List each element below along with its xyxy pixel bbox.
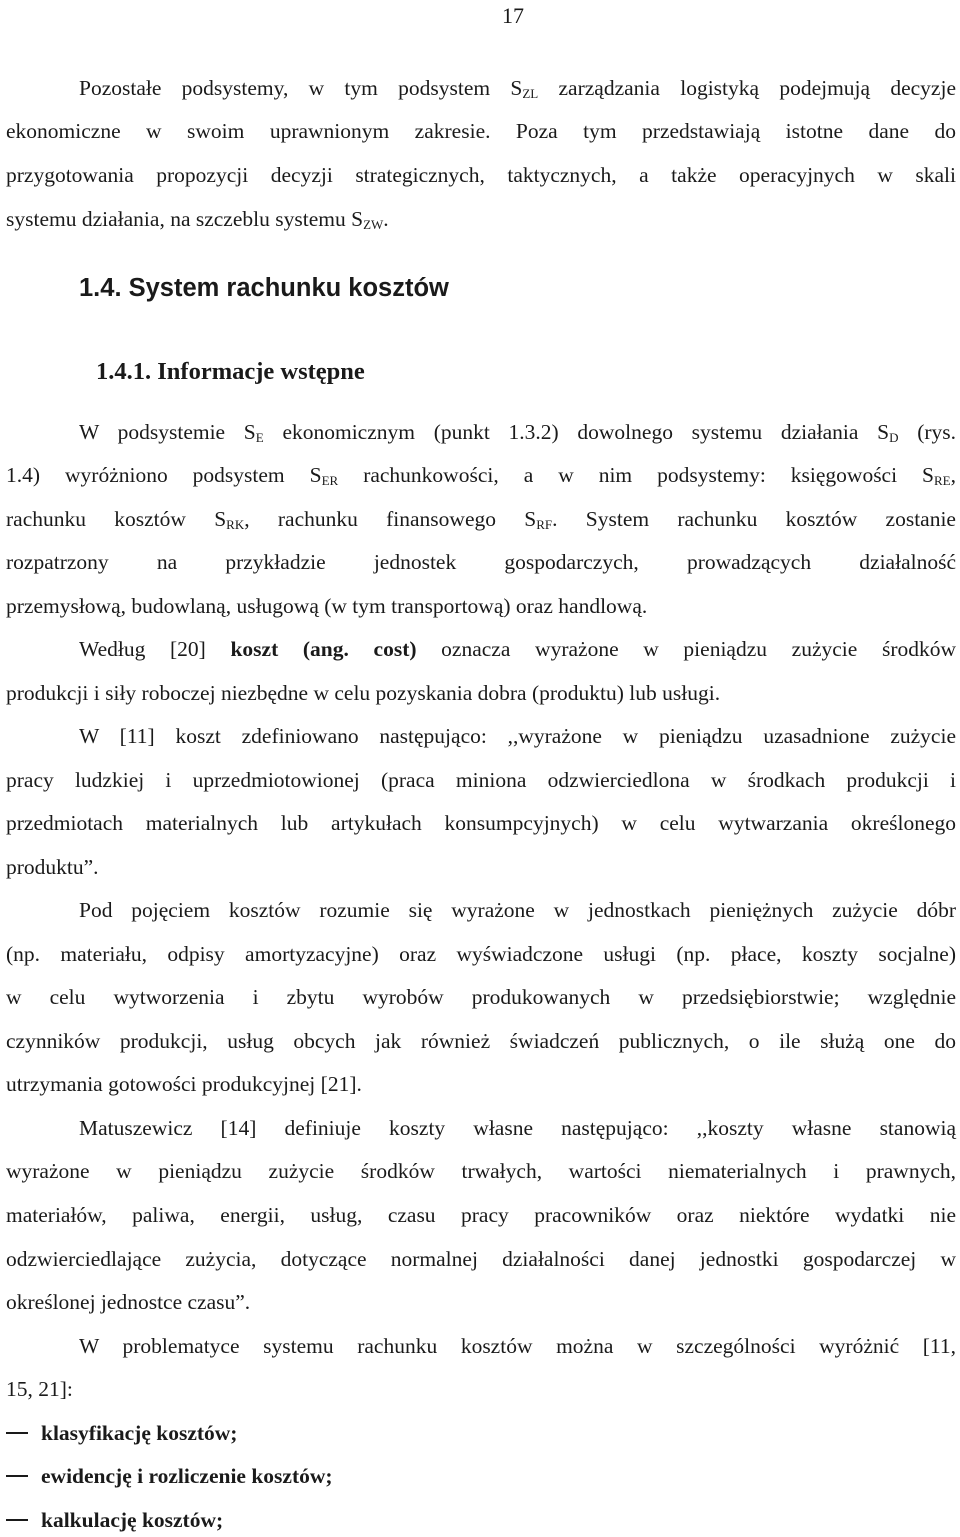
text-line: czynników produkcji, usług obcych jak również świadczeń publicznych, o ile służą one do [6, 1029, 956, 1053]
defined-term: koszt (ang. cost) [230, 637, 417, 661]
text-line: przedmiotach materialnych lub artykułach konsumpcyjnych) w celu wytwarzania określonego [6, 811, 956, 835]
text-line: W [11] koszt zdefiniowano następująco: ,,wyrażone w pieniądzu uzasadnione zużycie [79, 724, 956, 748]
text-line: Pod pojęciem kosztów rozumie się wyrażone w jednostkach pieniężnych zużycie dóbr [79, 898, 956, 922]
text-line: rozpatrzony na przykładzie jednostek gospodarczych, prowadzących działalność [6, 550, 956, 574]
text-line: W podsystemie $S_E$ ekonomicznym (punkt 1.3.2) dowolnego systemu działania $S_D$ (rys. [79, 420, 957, 445]
text-line: przygotowania propozycji decyzji strategicznych, taktycznych, a także operacyjnych w skali [6, 163, 956, 187]
text-line: przemysłową, budowlaną, usługową (w tym transportową) oraz handlową. [6, 594, 648, 618]
text-line: produktu”. [6, 855, 99, 879]
list-item-text: kalkulację kosztów; [41, 1508, 224, 1532]
text-line: W problematyce systemu rachunku kosztów można w szczególności wyróżnić [11, [79, 1334, 956, 1358]
dash-bullet-icon [6, 1519, 28, 1521]
text-line: określonej jednostce czasu”. [6, 1290, 251, 1314]
text-line: Według [20] koszt (ang. cost) oznacza wyrażone w pieniądzu zużycie środków [79, 637, 957, 661]
list-item-text: ewidencję i rozliczenie kosztów; [41, 1464, 333, 1488]
dash-bullet-icon [6, 1432, 28, 1434]
text-line: 1.4) wyróżniono podsystem $S_{ER}$ rachunkowości, a w nim podsystemy: księgowości $S_{RE}$, [6, 463, 957, 488]
text-line: systemu działania, na szczeblu systemu $S_{ZW}$. [6, 207, 389, 232]
text-line: pracy ludzkiej i uprzedmiotowionej (praca miniona odzwierciedlona w środkach produkcji i [6, 768, 956, 792]
text-line: ekonomiczne w swoim uprawnionym zakresie. Poza tym przedstawiają istotne dane do [6, 119, 956, 143]
page-number: 17 [502, 3, 524, 28]
list-item-text: klasyfikację kosztów; [41, 1421, 238, 1445]
text-line: wyrażone w pieniądzu zużycie środków trwałych, wartości niematerialnych i prawnych, [6, 1159, 956, 1183]
text-line: utrzymania gotowości produkcyjnej [21]. [6, 1072, 362, 1096]
subsection-heading: 1.4.1. Informacje wstępne [96, 358, 365, 385]
text-line: 15, 21]: [6, 1377, 73, 1401]
dash-bullet-icon [6, 1475, 28, 1477]
text-line: odzwierciedlające zużycia, dotyczące normalnej działalności danej jednostki gospodarczej w [6, 1247, 956, 1271]
text-line: produkcji i siły roboczej niezbędne w celu pozyskania dobra (produktu) lub usługi. [6, 681, 721, 705]
text-line: w celu wytworzenia i zbytu wyrobów produkowanych w przedsiębiorstwie; względnie [6, 985, 956, 1009]
text-line: (np. materiału, odpisy amortyzacyjne) oraz wyświadczone usługi (np. płace, koszty socjalne) [6, 942, 956, 966]
text-line: Matuszewicz [14] definiuje koszty własne następująco: ,,koszty własne stanowią [79, 1116, 956, 1140]
text-line: rachunku kosztów $S_{RK}$, rachunku finansowego $S_{RF}$. System rachunku kosztów zostanie [6, 507, 956, 532]
section-heading: 1.4. System rachunku kosztów [79, 274, 449, 302]
text-line: Pozostałe podsystemy, w tym podsystem $S_{ZL}$ zarządzania logistyką podejmują decyzje [79, 76, 956, 101]
text-line: materiałów, paliwa, energii, usług, czasu pracy pracowników oraz niektóre wydatki nie [6, 1203, 956, 1227]
